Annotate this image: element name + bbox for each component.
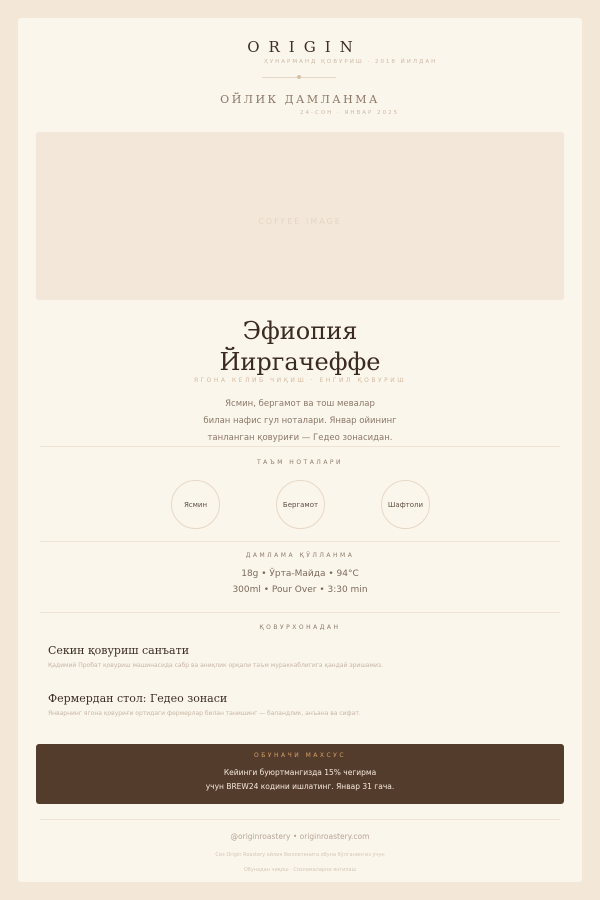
divider	[40, 446, 560, 447]
divider	[40, 612, 560, 613]
brew-guide-title: ДАМЛАМА ҚЎЛЛАНМА	[245, 552, 355, 559]
footer-subscription-note: Сиз Origin Roastery ойлик бюллетенига обуна бўлганингиз учун	[215, 852, 385, 858]
offer-text: Кейинги буюртмангизда 15% чегирма учун BREW24 кодини ишлатинг. Январ 31 гача.	[205, 768, 395, 791]
story-excerpt: Қадимий Пробат қовуриш машинасида сабр ва аниқлик орқали таъм мураккаблигига қандай эришамиз.	[48, 662, 384, 669]
issue-date: 24-СОН · ЯНВАР 2025	[300, 110, 400, 116]
hero-image	[36, 132, 564, 300]
offer-label: ОБУНАЧИ МАХСУС	[253, 752, 347, 759]
coffee-description: Ясмин, бергамот ва тош мевалар билан нафис гул ноталари. Январ ойининг танланган қовуриғи — Гедео зонасидан.	[203, 399, 397, 443]
newsletter-card	[18, 18, 582, 882]
brew-params-line1: 18g • Ўрта-Майда • 94°C	[241, 569, 359, 579]
issue-title: ОЙЛИК ДАМЛАНМА	[220, 93, 380, 106]
brand-logo: ORIGIN	[247, 38, 362, 56]
brew-params-line2: 300ml • Pour Over • 3:30 min	[232, 585, 368, 595]
coffee-name: Эфиопия Йиргачеффе	[219, 317, 381, 376]
story-title-link[interactable]: Фермердан стол: Гедео зонаси	[48, 692, 228, 705]
story-title-link[interactable]: Секин қовуриш санъати	[48, 644, 190, 657]
taste-note: Шафтоли	[381, 480, 430, 529]
footer-unsubscribe-links[interactable]: Обунадан чиқиш · Созламаларни янгилаш	[243, 867, 357, 873]
taste-note: Бергамот	[276, 480, 325, 529]
taste-note: Ясмин	[171, 480, 220, 529]
brand-tagline: ҲУНАРМАНД ҚОВУРИШ · 2018 ЙИЛДАН	[264, 59, 438, 65]
roastery-title: ҚОВУРХОНАДАН	[259, 624, 341, 631]
story-excerpt: Январнинг ягона қовуриғи ортидаги фермерлар билан танишинг — баландлик, анъана ва сифат.	[48, 710, 361, 717]
hero-image-label: COFFEE IMAGE	[258, 217, 342, 226]
ornament-divider	[262, 75, 336, 79]
divider	[40, 541, 560, 542]
footer-social-links[interactable]: @originroastery • originroastery.com	[230, 832, 370, 841]
divider	[40, 819, 560, 820]
coffee-subtitle: ЯГОНА КЕЛИБ ЧИҚИШ · ЕНГИЛ ҚОВУРИШ	[193, 377, 407, 384]
subscriber-offer-banner	[36, 744, 564, 804]
taste-notes-title: ТАЪМ НОТАЛАРИ	[256, 459, 344, 466]
taste-notes-list	[18, 480, 582, 529]
